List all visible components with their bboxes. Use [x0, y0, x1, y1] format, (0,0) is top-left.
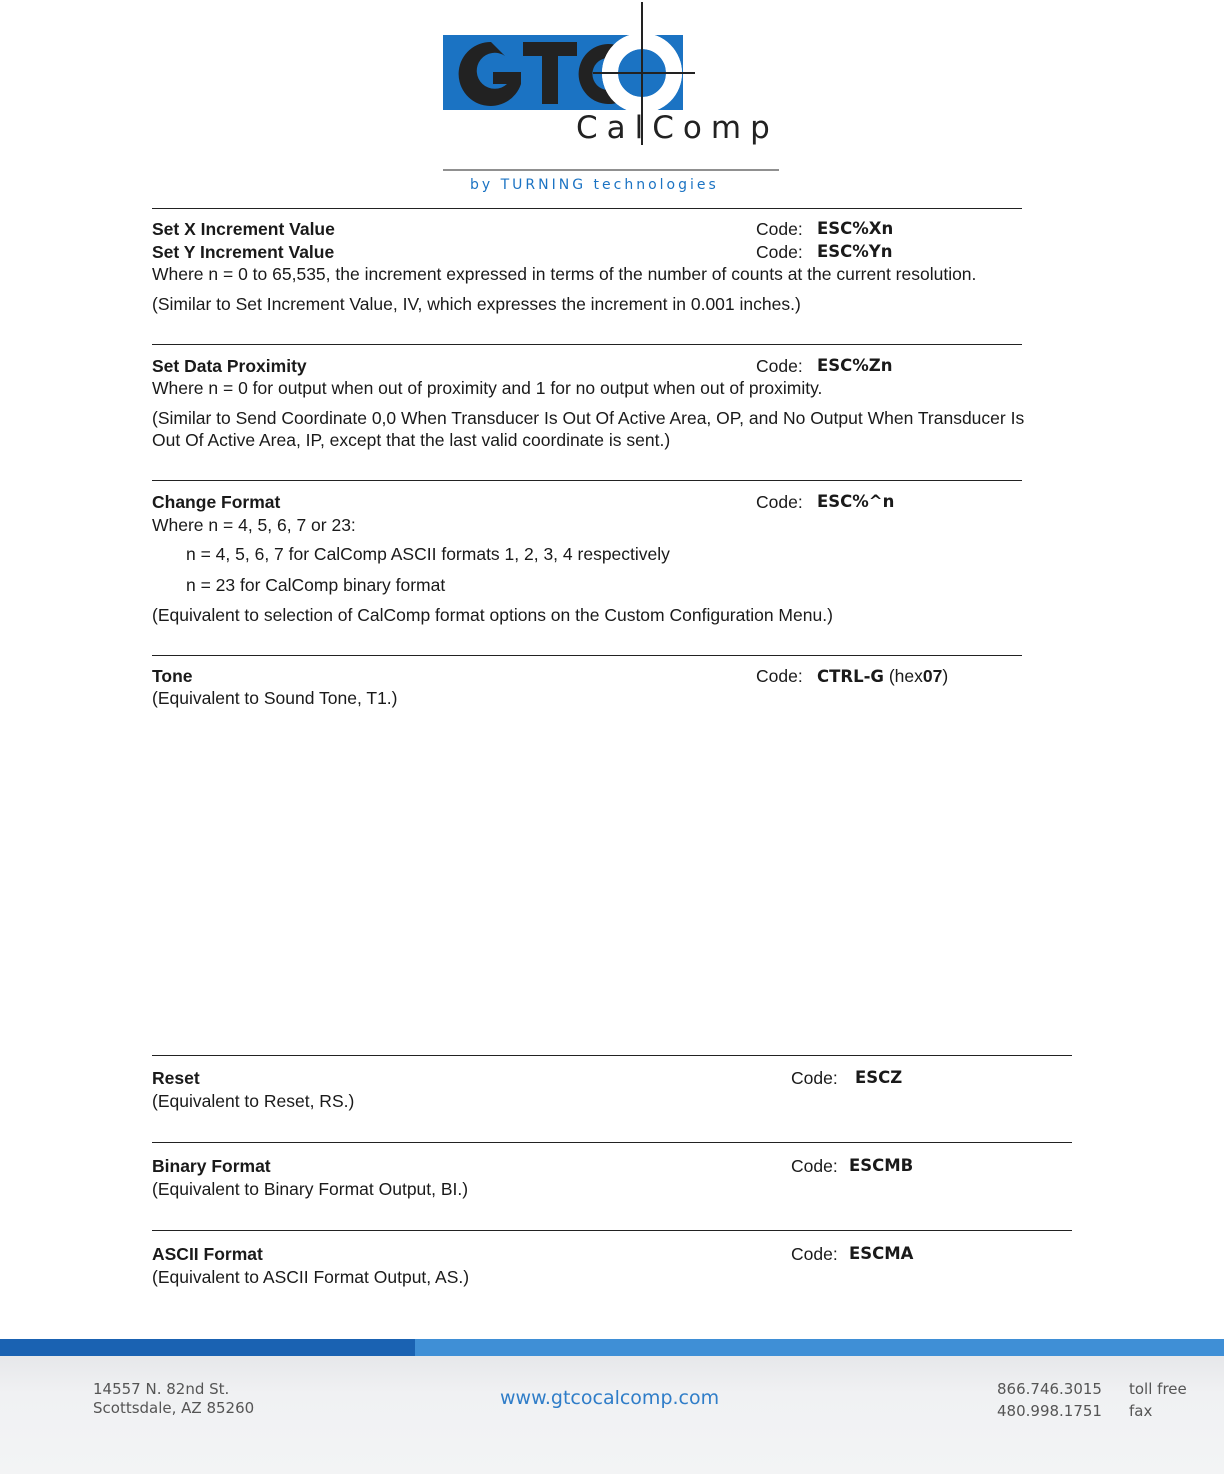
section-title: ASCII Format: [152, 1244, 263, 1264]
hex-open: (hex: [888, 666, 923, 686]
divider: [152, 208, 1022, 209]
code-value: ESCMB: [849, 1156, 914, 1175]
code-label: Code:: [756, 492, 803, 512]
code-label: Code:: [791, 1244, 838, 1264]
section-title: Binary Format: [152, 1156, 271, 1176]
section-title: Tone: [152, 666, 193, 686]
section-note: (Similar to Set Increment Value, IV, which expresses the increment in 0.001 inches.): [152, 294, 801, 314]
hex-close: ): [942, 666, 949, 686]
section-description: Where n = 4, 5, 6, 7 or 23:: [152, 515, 356, 535]
section-note: (Equivalent to ASCII Format Output, AS.): [152, 1267, 470, 1287]
section-description: Where n = 0 to 65,535, the increment expressed in terms of the number of counts at the current resolution.: [152, 264, 977, 284]
section-note: (Equivalent to Sound Tone, T1.): [152, 688, 398, 708]
code-value: ESC%Yn: [817, 242, 893, 261]
footer-phone-tollfree: 866.746.3015: [997, 1380, 1102, 1398]
section-note: (Equivalent to Binary Format Output, BI.): [152, 1179, 469, 1199]
footer-phone-fax-label: fax: [1129, 1402, 1153, 1420]
code-value-line: [817, 665, 948, 688]
code-value: ESCMA: [849, 1244, 914, 1263]
code-label: Code:: [756, 356, 803, 376]
list-item: n = 23 for CalComp binary format: [186, 575, 446, 595]
list-item: n = 4, 5, 6, 7 for CalComp ASCII formats 1, 2, 3, 4 respectively: [186, 544, 670, 564]
logo-tagline: by TURNING technologies: [470, 177, 719, 193]
footer-address-line2: Scottsdale, AZ 85260: [93, 1399, 255, 1417]
logo-subtitle: CalComp: [576, 110, 779, 146]
footer-website-link[interactable]: www.gtcocalcomp.com: [500, 1387, 720, 1409]
code-value: ESC%Xn: [817, 219, 894, 238]
footer-accent-bar: [415, 1339, 1224, 1356]
footer-phone-fax: 480.998.1751: [997, 1402, 1102, 1420]
section-title: Set X Increment Value: [152, 219, 335, 239]
footer-phone-tollfree-label: toll free: [1129, 1380, 1187, 1398]
gtco-calcomp-logo: [443, 0, 788, 200]
company-logo: [443, 0, 788, 200]
divider: [152, 480, 1022, 481]
section-note: (Similar to Send Coordinate 0,0 When Transducer Is Out Of Active Area, OP, and No Output When Transducer Is: [152, 408, 1025, 428]
divider: [152, 1055, 1072, 1056]
section-title: Reset: [152, 1068, 200, 1088]
divider: [152, 344, 1022, 345]
code-value: ESC%Zn: [817, 356, 893, 375]
section-note: (Equivalent to selection of CalComp format options on the Custom Configuration Menu.): [152, 605, 833, 625]
code-value: ESCZ: [855, 1068, 903, 1087]
code-label: Code:: [756, 666, 803, 686]
section-description: Where n = 0 for output when out of proximity and 1 for no output when out of proximity.: [152, 378, 823, 398]
code-label: Code:: [756, 242, 803, 262]
section-note: Out Of Active Area, IP, except that the last valid coordinate is sent.): [152, 430, 671, 450]
code-label: Code:: [791, 1156, 838, 1176]
section-note: (Equivalent to Reset, RS.): [152, 1091, 355, 1111]
section-title: Set Y Increment Value: [152, 242, 335, 262]
footer-address-line1: 14557 N. 82nd St.: [93, 1380, 230, 1398]
section-title: Set Data Proximity: [152, 356, 307, 376]
code-value: ESC%^n: [817, 492, 895, 511]
section-title: Change Format: [152, 492, 281, 512]
divider: [152, 1230, 1072, 1231]
code-value: CTRL-G: [817, 667, 884, 686]
divider: [152, 655, 1022, 656]
code-label: Code:: [791, 1068, 838, 1088]
footer-accent-bar: [0, 1339, 415, 1356]
code-label: Code:: [756, 219, 803, 239]
divider: [152, 1142, 1072, 1143]
hex-value: 07: [922, 666, 943, 686]
